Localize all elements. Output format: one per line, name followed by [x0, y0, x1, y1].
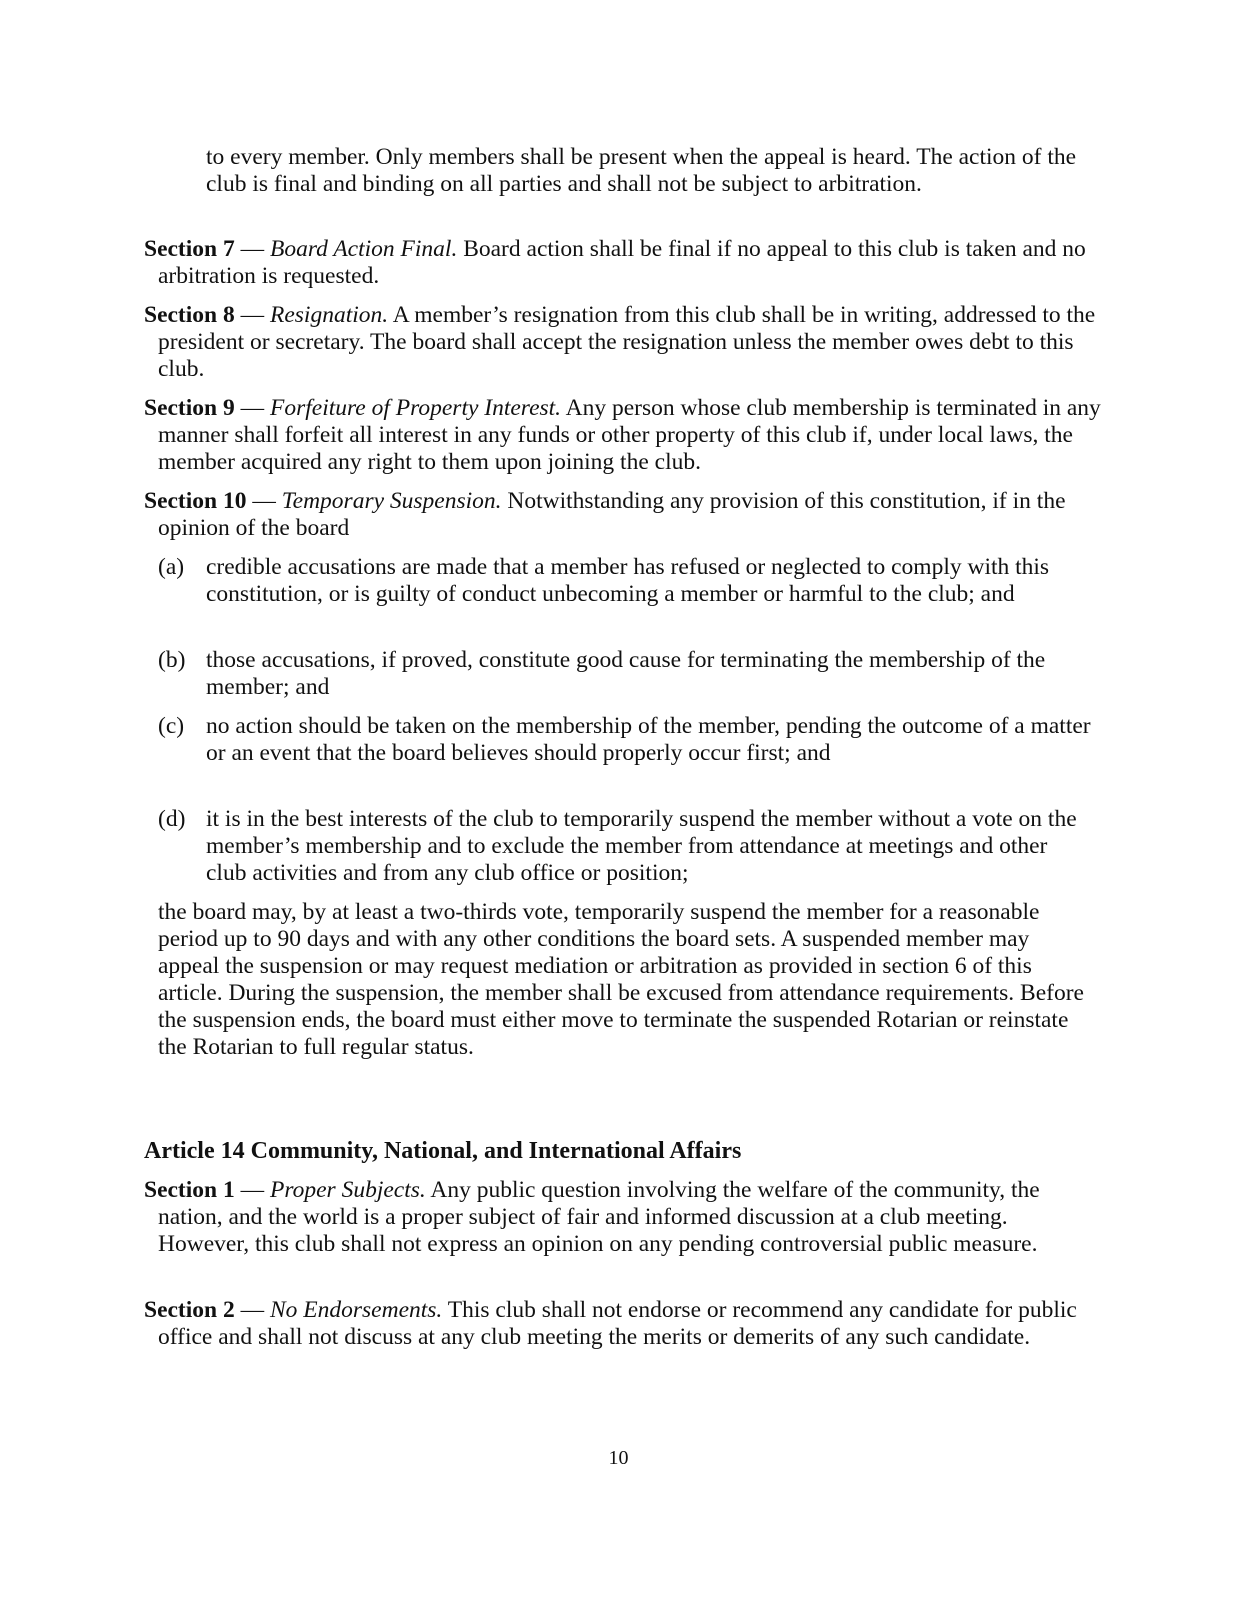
list-item-c [158, 713, 1093, 767]
continuation-paragraph: to every member. Only members shall be present when the appeal is heard. The action of the club is final and binding on all parties and shall not be subject to arbitration. [206, 144, 1077, 197]
section-title: Proper Subjects. [269, 1177, 426, 1203]
list-item-d [158, 806, 1093, 887]
list-item-text: no action should be taken on the membership of the member, pending the outcome of a matter or an event that the board believes should properly occur first; and [206, 713, 1091, 766]
section-dash: — [234, 302, 270, 328]
section-7 [144, 236, 1103, 290]
suspension-paragraph: the board may, by at least a two-thirds vote, temporarily suspend the member for a reasonable period up to 90 days and with any other conditions the board sets. A suspended member may appeal the suspension or may request mediation or arbitration as provided in section 6 of this article. During the suspension, the member shall be excused from attendance requirements. Before the suspension ends, the board must either move to terminate the suspended Rotarian or reinstate the Rotarian to full regular status. [158, 899, 1084, 1060]
section-number: Section 10 [144, 488, 247, 514]
section-text: Board action shall be final if no appeal to this club is taken and no arbitration is requested. [158, 236, 1086, 289]
list-item-label: (a) [158, 554, 185, 580]
article-section-2 [144, 1297, 1103, 1351]
section-9 [144, 395, 1103, 476]
list-item-label: (d) [158, 806, 186, 832]
section-number: Section 2 [144, 1297, 235, 1323]
section-text: A member’s resignation from this club shall be in writing, addressed to the president or secretary. The board shall accept the resignation unless the member owes debt to this club. [158, 302, 1096, 382]
list-item-a [158, 554, 1093, 608]
section-title: Resignation. [269, 302, 389, 328]
list-item-label: (b) [158, 647, 186, 673]
list-item-text: it is in the best interests of the club to temporarily suspend the member without a vote on the member’s membership and to exclude the member from attendance at meetings and other club activities and from any club office or position; [206, 806, 1077, 886]
list-item-text: credible accusations are made that a member has refused or neglected to comply with this constitution, or is guilty of conduct unbecoming a member or harmful to the club; and [206, 554, 1050, 607]
section-dash: — [234, 1297, 270, 1323]
section-title: Board Action Final. [269, 236, 458, 262]
list-item-b [158, 647, 1093, 701]
section-dash: — [246, 488, 282, 514]
section-number: Section 1 [144, 1177, 235, 1203]
section-dash: — [234, 395, 270, 421]
section-text: Notwithstanding any provision of this constitution, if in the opinion of the board [158, 488, 1066, 541]
section-text: This club shall not endorse or recommend any candidate for public office and shall not discuss at any club meeting the merits or demerits of any such candidate. [158, 1297, 1077, 1350]
section-8 [144, 302, 1103, 383]
section-title: Temporary Suspension. [281, 488, 502, 514]
section-title: No Endorsements. [269, 1297, 443, 1323]
article-heading: Article 14 Community, National, and International Affairs [144, 1138, 742, 1164]
section-dash: — [234, 1177, 270, 1203]
section-number: Section 9 [144, 395, 235, 421]
section-text: Any person whose club membership is terminated in any manner shall forfeit all interest in any funds or other property of this club if, under local laws, the member acquired any right to them upon joining the club. [158, 395, 1101, 475]
section-dash: — [234, 236, 270, 262]
section-number: Section 8 [144, 302, 235, 328]
list-item-text: those accusations, if proved, constitute good cause for terminating the membership of the member; and [206, 647, 1046, 700]
page-number: 10 [608, 1447, 629, 1469]
section-number: Section 7 [144, 236, 235, 262]
list-item-label: (c) [158, 713, 185, 739]
section-10 [144, 488, 1103, 542]
section-text: Any public question involving the welfare of the community, the nation, and the world is a proper subject of fair and informed discussion at a club meeting. However, this club shall not express an opinion on any pending controversial public measure. [158, 1177, 1040, 1257]
section-title: Forfeiture of Property Interest. [269, 395, 562, 421]
article-section-1 [144, 1177, 1103, 1258]
